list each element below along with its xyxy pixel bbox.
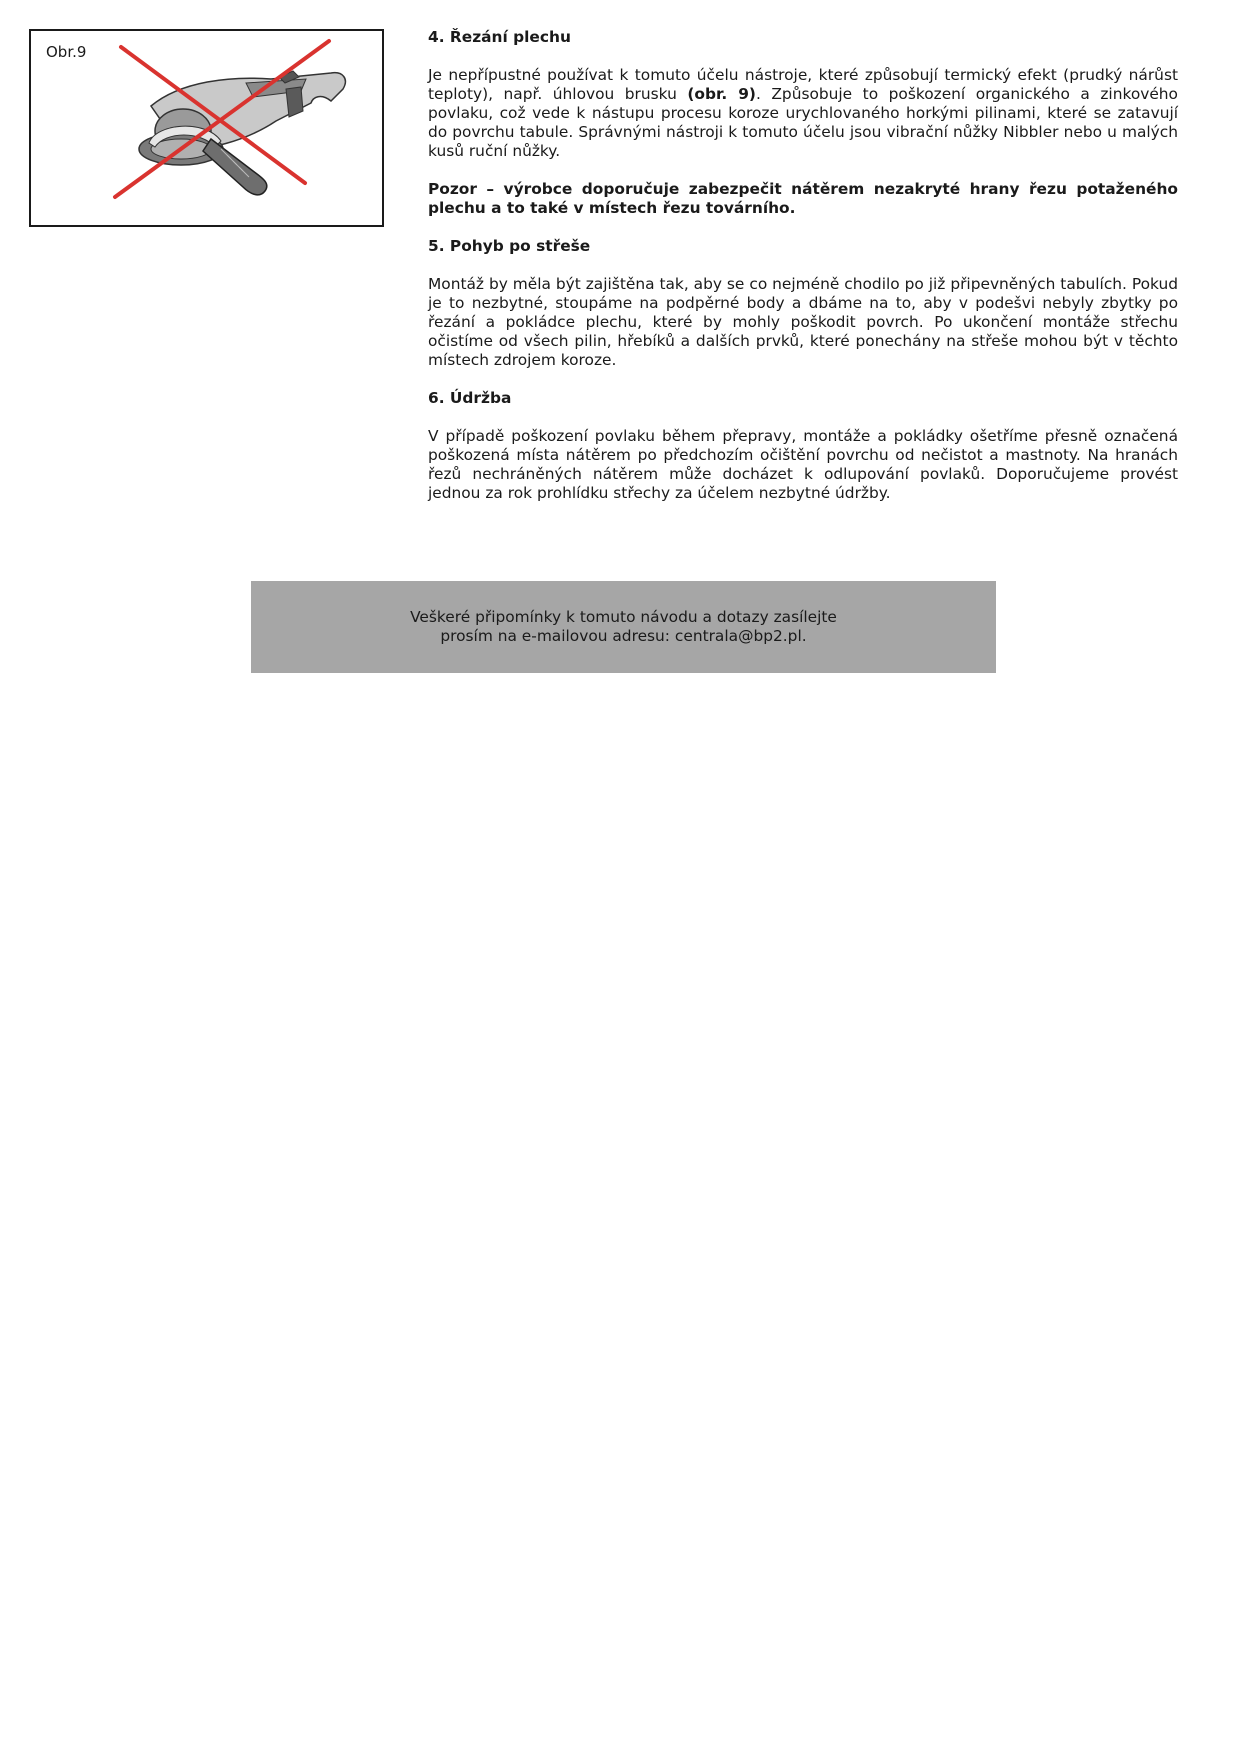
notice-line-2: prosím na e-mailovou adresu: centrala@bp2.pl. (440, 627, 807, 645)
section-6-heading: 6. Údržba (428, 389, 512, 407)
section-6-paragraph: V případě poškození povlaku během přepravy, montáže a pokládky ošetříme přesně označená poškozená místa nátěrem po předchozím očištění povrchu od nečistot a mastnoty. Na hranách řezů nechráněných nátěrem může docházet k odlupování povlaků. Doporučujeme provést jednou za rok prohlídku střechy za účelem nezbytné údržby. (428, 427, 1178, 502)
section-4-paragraph (428, 66, 1178, 161)
document-body (428, 28, 1178, 522)
section-4-text-start: Je nepřípustné používat k tomuto účelu nástroje, které způsobují termický efekt (prudký nárůst teploty), např. úhlovou brusku (428, 66, 1178, 103)
section-5-paragraph: Montáž by měla být zajištěna tak, aby se co nejméně chodilo po již připevněných tabulích. Pokud je to nezbytné, stoupáme na podpěrné body a dbáme na to, aby v podešvi nebyly zbytky po řezání a pokládce plechu, které by mohly poškodit povrch. Po ukončení montáže střechu očistíme od všech pilin, hřebíků a dalších prvků, které ponechány na střeše mohou být v těchto místech zdrojem koroze. (428, 275, 1178, 369)
section-4-text-end: . Způsobuje to poškození organického a zinkového povlaku, což vede k nástupu procesu koroze urychlovaného horkými pilinami, které se zatavují do povrchu tabule. Správnými nástroji k tomuto účelu jsou vibrační nůžky Nibbler nebo u malých kusů ruční nůžky. (428, 85, 1178, 160)
contact-notice-box (251, 581, 996, 673)
figure-9 (29, 29, 384, 227)
section-5-heading: 5. Pohyb po střeše (428, 237, 591, 255)
figure-label: Obr.9 (46, 43, 87, 61)
notice-line-1: Veškeré připomínky k tomuto návodu a dotazy zasílejte (410, 608, 837, 626)
figure-reference: (obr. 9) (687, 85, 756, 103)
section-4-heading: 4. Řezání plechu (428, 28, 571, 46)
section-4-warning: Pozor – výrobce doporučuje zabezpečit nátěrem nezakryté hrany řezu potaženého plechu a to také v místech řezu továrního. (428, 180, 1178, 217)
